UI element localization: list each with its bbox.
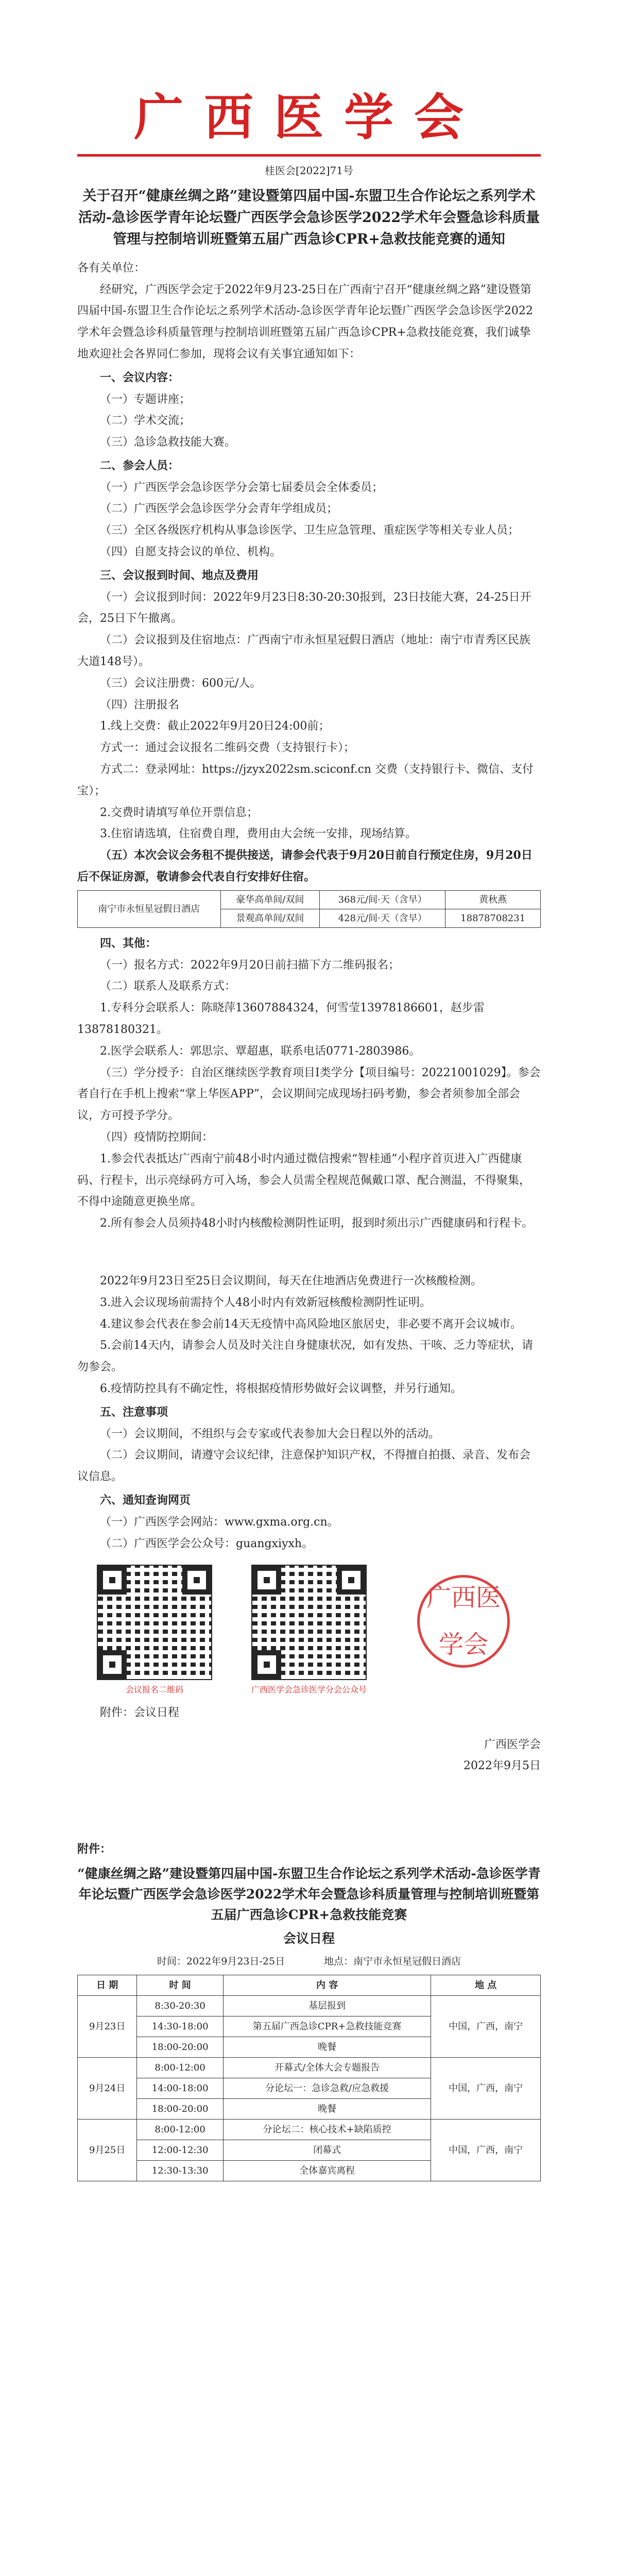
date-cell: 9月24日 xyxy=(78,2058,137,2120)
place-cell: 中国，广西，南宁 xyxy=(431,1996,541,2058)
list-item: （二）学术交流； xyxy=(100,414,191,428)
time-cell: 8:00-12:00 xyxy=(137,2058,223,2078)
schedule-table xyxy=(77,1975,541,2181)
list-item: （三）学分授予：自治区继续医学教育项目Ⅰ类学分【项目编号：20221001029】。参会者自行在手机上搜索“掌上华医APP”，会议期间完成现场扫码考勤，参会者须参加全部会议，方可授予学分。 xyxy=(77,1066,541,1123)
table-row xyxy=(78,1996,541,2016)
list-item: 6.疫情防控具有不确定性，将根据疫情形势做好会议调整，并另行通知。 xyxy=(100,1382,462,1395)
content-cell: 分论坛一：急诊急救/应急救援 xyxy=(223,2078,431,2099)
masthead xyxy=(77,0,541,147)
list-item: （三）会议注册费：600元/人。 xyxy=(100,676,262,690)
signature-block xyxy=(77,1734,541,1777)
section-heading: 一、会议内容： xyxy=(100,370,180,384)
section-heading: 四、其他： xyxy=(100,936,157,950)
list-item: （一）专题讲座； xyxy=(100,393,191,406)
list-item: 3.进入会议现场前需持个人48小时内有效新冠核酸检测阴性证明。 xyxy=(100,1296,431,1309)
seal-stamp: 广西医学会 xyxy=(417,1575,510,1668)
content-cell: 基层报到 xyxy=(223,1996,431,2016)
date-cell: 9月23日 xyxy=(78,1996,137,2058)
list-item: 1.线上交费：截止2022年9月20日24:00前； xyxy=(100,720,330,733)
list-item: （四）自愿支持会议的单位、机构。 xyxy=(100,546,282,559)
content-cell: 分论坛二：核心技术+缺陷质控 xyxy=(223,2120,431,2140)
list-item: （二）会议报到及住宿地点：广西南宁市永恒星冠假日酒店（地址：南宁市青秀区民族大道148号）。 xyxy=(77,634,531,669)
registration-heading: （四）注册报名 xyxy=(100,698,180,711)
list-item: （二）广西医学会急诊医学分会青年学组成员； xyxy=(100,502,338,516)
table-row xyxy=(78,2120,541,2140)
list-item: 5.会前14天内，请参会人员及时关注自身健康状况，如有发热、干咳、乏力等症状，请勿参会。 xyxy=(77,1339,533,1374)
qr-wechat[interactable] xyxy=(250,1565,368,1698)
seal-area xyxy=(404,1565,523,1698)
list-item: 方式一：通过会议报名二维码交费（支持银行卡）； xyxy=(100,741,355,755)
list-item: （一）会议期间，不组织与会专家或代表参加大会日程以外的活动。 xyxy=(100,1427,440,1440)
column-header: 地 点 xyxy=(431,1975,541,1996)
table-row xyxy=(78,890,541,909)
room-cell: 豪华高单间/双间 xyxy=(220,890,319,909)
qr-caption: 会议报名二维码 xyxy=(125,1685,183,1695)
table-header-row xyxy=(78,1975,541,1996)
price-cell: 428元/间·天（含早） xyxy=(320,909,445,927)
content-cell: 全体嘉宾离程 xyxy=(223,2161,431,2181)
page-gap xyxy=(77,1234,541,1270)
attachment-note: 附件：会议日程 xyxy=(100,1706,180,1719)
content-cell: 开幕式/全体大会专题报告 xyxy=(223,2058,431,2078)
column-header: 时 间 xyxy=(137,1975,223,1996)
date-cell: 9月25日 xyxy=(78,2120,137,2181)
price-cell: 368元/间·天（含早） xyxy=(320,890,445,909)
qr-registration[interactable] xyxy=(95,1565,214,1698)
section-heading: 二、参会人员： xyxy=(100,459,180,472)
list-item: （二）会议期间，请遵守会议纪律，注意保护知识产权，不得擅自拍摄、录音、发布会议信息。 xyxy=(77,1449,531,1484)
column-header: 日 期 xyxy=(78,1975,137,1996)
list-item: 2.交费时请填写单位开票信息； xyxy=(100,806,258,819)
time-cell: 8:30-20:30 xyxy=(137,1996,223,2016)
qr-caption: 广西医学会急诊医学分会公众号 xyxy=(251,1685,367,1695)
contact-cell: 黄秋燕 xyxy=(445,890,541,909)
intro-paragraph: 经研究，广西医学会定于2022年9月23-25日在广西南宁召开“健康丝绸之路”建设暨第四届中国-东盟卫生合作论坛之系列学术活动-急诊医学青年论坛暨广西医学会急诊医学2022学术年会暨急诊科质量管理与控制培训班暨第五届广西急诊CPR+急救技能竞赛，我们诚挚地欢迎社会各界同仁参加，现将会议有关事宜通知如下： xyxy=(77,283,533,361)
time-cell: 14:00-18:00 xyxy=(137,2078,223,2099)
signature-org: 广西医学会 xyxy=(484,1738,541,1751)
qr-row xyxy=(77,1565,541,1698)
list-item: 2022年9月23日至25日会议期间，每天在住地酒店免费进行一次核酸检测。 xyxy=(100,1274,482,1287)
signature-date: 2022年9月5日 xyxy=(464,1759,541,1773)
list-item: （一）报名方式：2022年9月20日前扫描下方二维码报名； xyxy=(100,958,400,972)
list-item: 方式二：登录网址：https://jzyx2022sm.sciconf.cn 交费（支持银行卡、微信、支付宝）； xyxy=(77,763,534,798)
list-item: （一）会议报到时间：2022年9月23日8:30-20:30报到，23日技能大赛，24-25日开会，25日下午撤离。 xyxy=(77,590,531,625)
list-item: 4.建议参会代表在参会前14天无疫情中高风险地区旅居史，非必要不离开会议城市。 xyxy=(100,1317,522,1331)
red-rule xyxy=(77,154,541,157)
list-item: 1.专科分会联系人：陈晓萍13607884324，何雪莹13978186601，赵步雷13878180321。 xyxy=(77,1002,485,1037)
section-heading: 六、通知查询网页 xyxy=(100,1493,191,1507)
content-cell: 闭幕式 xyxy=(223,2140,431,2161)
list-item: 2.医学会联系人：郭思宗、覃超惠，联系电话0771-2803986。 xyxy=(100,1044,421,1058)
place-cell: 中国，广西，南宁 xyxy=(431,2120,541,2181)
schedule-title: “健康丝绸之路”建设暨第四届中国-东盟卫生合作论坛之系列学术活动-急诊医学青年论坛暨广西医学会急诊医学2022学术年会暨急诊科质量管理与控制培训班暨第五届广西急诊CPR+急救技能竞赛 xyxy=(77,1866,541,1922)
salutation: 各有关单位： xyxy=(77,261,146,275)
list-item: （五）本次会议会务租不提供接送，请参会代表于9月20日前自行预定住房，9月20日后不保证房源，敬请参会代表自行安排好住宿。 xyxy=(77,849,533,884)
hotel-table xyxy=(77,890,541,928)
link-item: （二）广西医学会公众号：guangxiyxh。 xyxy=(100,1537,314,1550)
qr-code-icon xyxy=(251,1565,367,1680)
document-number: 桂医会[2022]71号 xyxy=(265,164,353,177)
list-item: （三）全区各级医疗机构从事急诊医学、卫生应急管理、重症医学等相关专业人员； xyxy=(100,524,520,537)
column-header: 内 容 xyxy=(223,1975,431,1996)
section-heading: 五、注意事项 xyxy=(100,1405,168,1419)
list-item: 2.所有参会人员须持48小时内核酸检测阴性证明，报到时须出示广西健康码和行程卡。 xyxy=(100,1217,533,1230)
place-cell: 中国，广西，南宁 xyxy=(431,2058,541,2120)
table-row xyxy=(78,2058,541,2078)
time-cell: 18:00-20:00 xyxy=(137,2037,223,2058)
time-cell: 14:30-18:00 xyxy=(137,2016,223,2037)
notice-title: 关于召开“健康丝绸之路”建设暨第四届中国-东盟卫生合作论坛之系列学术活动-急诊医学青年论坛暨广西医学会急诊医学2022学术年会暨急诊科质量管理与控制培训班暨第五届广西急诊CPR+急救技能竞赛的通知 xyxy=(78,188,540,247)
list-item: （二）联系人及联系方式： xyxy=(100,980,236,993)
time-cell: 8:00-12:00 xyxy=(137,2120,223,2140)
hotel-name-cell: 南宁市永恒星冠假日酒店 xyxy=(78,890,221,927)
schedule-subtitle: 会议日程 xyxy=(283,1930,335,1946)
room-cell: 景观高单间/双间 xyxy=(220,909,319,927)
contact-cell: 18878708231 xyxy=(445,909,541,927)
org-name: 广西医学会 xyxy=(134,88,484,146)
time-cell: 12:00-12:30 xyxy=(137,2140,223,2161)
time-cell: 18:00-20:00 xyxy=(137,2099,223,2120)
content-cell: 晚餐 xyxy=(223,2099,431,2120)
content-cell: 晚餐 xyxy=(223,2037,431,2058)
attachment-label: 附件： xyxy=(77,1842,112,1856)
list-item: （三）急诊急救技能大赛。 xyxy=(100,436,236,449)
list-item: 3.住宿请选填，住宿费自理，费用由大会统一安排，现场结算。 xyxy=(100,827,417,841)
section-heading: 三、会议报到时间、地点及费用 xyxy=(100,568,259,582)
time-cell: 12:30-13:30 xyxy=(137,2161,223,2181)
schedule-time-place: 时间：2022年9月23日-25日 地点：南宁市永恒星冠假日酒店 xyxy=(157,1955,461,1967)
qr-code-icon xyxy=(97,1565,212,1680)
list-item: （一）广西医学会急诊医学分会第七届委员会全体委员； xyxy=(100,481,384,494)
content-cell: 第五届广西急诊CPR+急救技能竞赛 xyxy=(223,2016,431,2037)
link-item: （一）广西医学会网站：www.gxma.org.cn。 xyxy=(100,1515,339,1529)
list-item: 1.参会代表抵达广西南宁前48小时内通过微信搜索“智桂通”小程序首页进入广西健康码、行程卡，出示亮绿码方可入场，参会人员需全程规范佩戴口罩、配合测温，不得聚集，不得中途随意更换坐席。 xyxy=(77,1152,531,1209)
list-item: （四）疫情防控期间： xyxy=(100,1131,214,1144)
